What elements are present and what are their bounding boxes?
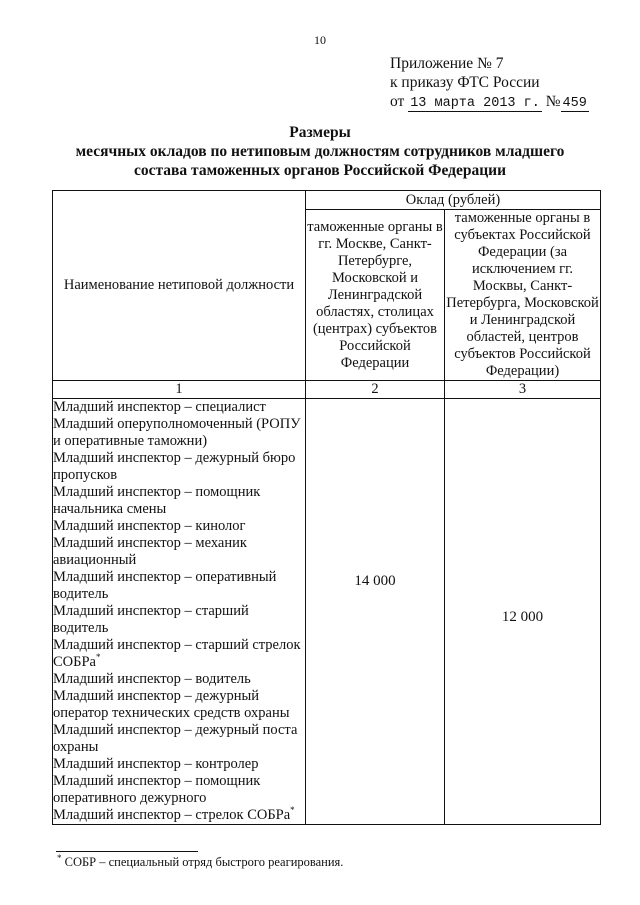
oklad-header: Оклад (рублей) [306,191,601,210]
order-date: 13 марта 2013 г. [410,96,540,111]
position-item: Младший инспектор – дежурный оператор технических средств охраны [53,688,290,721]
column-number-1: 1 [53,381,306,399]
title-line-2: месячных окладов по нетиповым должностям сотрудников младшего [75,143,565,160]
position-item: Младший инспектор – кинолог [53,518,246,534]
appendix-line-1: Приложение № 7 [390,55,504,72]
position-name-header: Наименование нетиповой должности [53,191,306,381]
positions-list [53,399,306,825]
footnote-mark: * [95,652,101,663]
position-item: Младший инспектор – дежурный бюро пропусков [53,450,296,483]
regions-header: таможенные органы в субъектах Российской Федерации (за исключением гг. Москвы, Санкт-Петербурга, Московской и Ленинградской областей, центров субъектов Российской Федерации) [446,210,599,379]
table-header-row [53,191,601,210]
position-item: Младший инспектор – оперативный водитель [53,569,277,602]
appendix-header [390,54,589,113]
number-prefix: № [545,93,561,110]
major-cities-header: таможенные органы в гг. Москве, Санкт-Петербурге, Московской и Ленинградской областях, столицах (центрах) субъектов Российской Федерации [306,210,445,381]
column-numbers-row [53,381,601,399]
appendix-order-line [390,92,589,113]
column-number-2: 2 [306,381,445,399]
title-line-1: Размеры [289,124,351,141]
date-prefix: от [390,93,405,110]
salary-table [52,190,601,825]
position-item: Младший инспектор – старший водитель [53,603,249,636]
footnote [57,852,344,870]
position-item: Младший оперуполномоченный (РОПУ и оперативные таможни) [53,416,301,449]
column-number-3: 3 [445,381,601,399]
title-line-3: состава таможенных органов Российской Федерации [133,162,506,179]
salary-regions: 12 000 [445,399,601,825]
footnote-text: СОБР – специальный отряд быстрого реагирования. [61,855,344,869]
appendix-line-2: к приказу ФТС России [390,74,540,91]
position-item: Младший инспектор – специалист [53,399,266,415]
document-title [0,123,640,180]
position-item: Младший инспектор – помощник начальника смены [53,484,261,517]
position-item: Младший инспектор – стрелок СОБРа* [53,805,295,823]
position-item: Младший инспектор – механик авиационный [53,535,247,568]
footnote-mark: * [57,852,62,863]
position-item: Младший инспектор – водитель [53,671,251,687]
footnote-mark: * [290,805,295,816]
footnote-divider [56,851,198,852]
order-number: 459 [562,96,587,111]
table-body-row [53,399,601,825]
position-item: Младший инспектор – старший стрелок СОБРа* [53,637,301,670]
position-item: Младший инспектор – контролер [53,756,259,772]
salary-major-cities: 14 000 [306,399,445,825]
position-item: Младший инспектор – дежурный поста охраны [53,722,298,755]
page-number: 10 [314,33,326,47]
position-item: Младший инспектор – помощник оперативного дежурного [53,773,261,806]
